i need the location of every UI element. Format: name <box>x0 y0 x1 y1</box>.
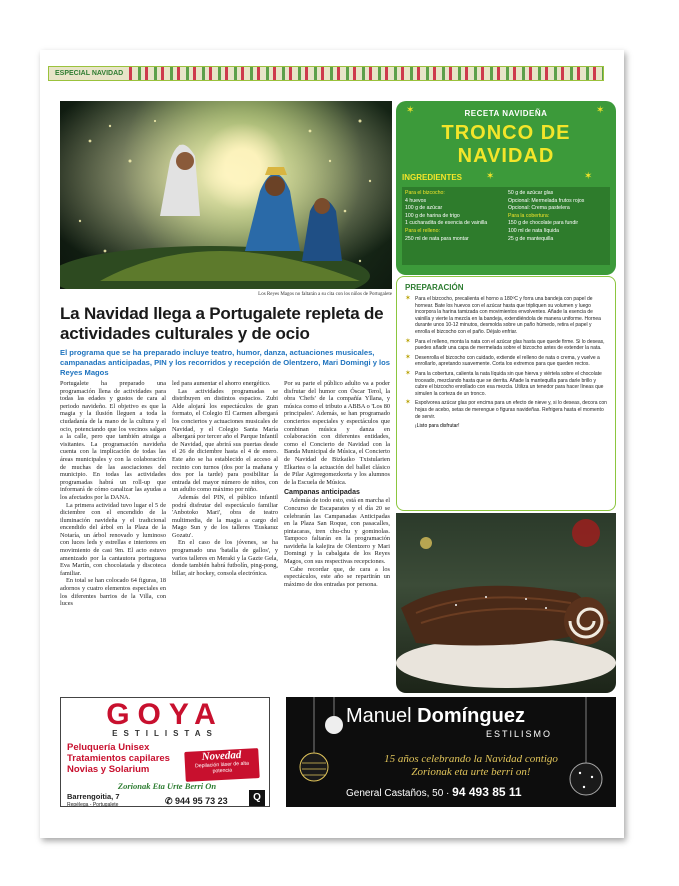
goya-logo: GOYA <box>106 698 224 731</box>
ingredient-item: 25 g de mantequilla <box>508 235 554 242</box>
paragraph: led para aumentar el ahorro energético. <box>172 380 271 387</box>
quality-badge-icon: Q <box>249 790 265 806</box>
goya-street: Barrengoitia, 7 <box>67 792 120 801</box>
ingredient-item: 4 huevos <box>405 197 427 204</box>
goya-phone-number: 944 95 73 23 <box>175 796 228 806</box>
goya-slogan: Zorionak Eta Urte Berri On <box>117 781 217 791</box>
recipe-kicker: RECETA NAVIDEÑA <box>464 109 548 118</box>
novedad-badge <box>184 748 259 782</box>
goya-subtitle: ESTILISTAS <box>112 729 218 738</box>
banner-decoration <box>129 67 603 80</box>
paragraph: Por su parte el público adulto va a poder disfrutar del humor con Óscar Terol, la obra 'Chefs' de la compañía Yllana, y música como el tributo a ABBA o 'Los 80 principales'. Además, se han programado conciertos especiales y espectáculos que combinan música y danza en colaboración con diferentes entidades, como el Concierto de Navidad con la Banda Municipal de Música, el Concierto de Navidad de Bizkaiko Txistularien Elkartea o la actuación del ballet clásico de Pilar Agirregomezkorta y los alumnos de la Escuela de Música. <box>284 380 390 486</box>
ingredient-item: Opcional: Mermelada frutos rojos <box>508 197 585 204</box>
salon-phone: 94 493 85 11 <box>452 785 522 799</box>
goya-address <box>67 793 120 808</box>
goya-advertisement[interactable] <box>60 697 270 807</box>
star-icon: ✶ <box>584 171 593 182</box>
star-icon: ✶ <box>486 171 495 182</box>
ingredient-item: 100 ml de nata líquida <box>508 227 560 234</box>
ingredient-item: 100 g de azúcar <box>405 205 443 212</box>
paragraph: Además de todo esto, está en marcha el Concurso de Escaparates y el día 20 se celebrarán las Campanadas Anticipadas en la Plaza San Roque, con pasacalles, pintacaras, tren chu-chu y gominolas. Tampoco faltarán en la programación navideña la kalejira de Olentzero y Mari Domingi y la cabalgata de los Reyes Magos, con sus respectivas recepciones. <box>284 497 390 566</box>
goya-town: Repélega - Portugalete <box>67 802 119 808</box>
service-item: Peluquería Unisex <box>67 742 150 753</box>
ingredient-item: Para la cobertura: <box>508 212 550 219</box>
service-item: Novias y Solarium <box>67 764 150 775</box>
ingredients-column-right <box>508 190 607 262</box>
article-headline: La Navidad llega a Portugalete repleta de actividades culturales y de ocio <box>60 304 384 343</box>
preparation-step: ✶ Para el relleno, monta la nata con el azúcar glas hasta que quede firme. Si lo deseas, puedes añadir una capa de mermelada sobre el bizcocho antes de extender la nata. <box>405 339 607 352</box>
kings-parade-photo <box>60 101 392 289</box>
preparation-box <box>396 276 616 511</box>
ingredient-item: Para el bizcocho: <box>405 190 445 196</box>
salon-name <box>346 705 525 728</box>
article-subhead: El programa que se ha preparado incluye teatro, humor, danza, actuaciones musicales, campanadas anticipadas, PIN y los recorridos y recepción de Olentzero, Mari Domingi y los Reyes Magos <box>60 348 391 377</box>
ingredients-list <box>402 187 610 265</box>
salon-subtitle: ESTILISMO <box>486 729 553 739</box>
preparation-step: ✶ Para la cobertura, calienta la nata líquida sin que hierva y viértela sobre el chocolate troceado, mezclando hasta que se derrita. Añade la mantequilla para darle brillo y cubre el bizcocho enrollado con esa mezcla. Utiliza un tenedor para hacer líneas que simulen la corteza de un tronco. <box>405 371 607 397</box>
ingredient-item: 100 g de harina de trigo <box>405 212 460 219</box>
slogan-line: Zorionak eta urte berri on! <box>411 766 531 778</box>
article-column-1 <box>60 380 166 696</box>
slogan-line: 15 años celebrando la Navidad contigo <box>384 753 558 765</box>
salon-slogan <box>346 753 596 779</box>
parade-illustration <box>60 101 392 289</box>
salon-address <box>346 785 522 799</box>
ingredients-heading: INGREDIENTES <box>402 173 463 182</box>
ingredients-column-left <box>405 190 504 262</box>
preparation-end: ¡Listo para disfrutar! <box>415 423 460 430</box>
goya-phone <box>165 796 228 807</box>
preparation-step: ✶ Espolvorea azúcar glas por encima para un efecto de nieve y, si lo deseas, decora con hojas de acebo, setas de merengue o figuras navideñas. Refrigera hasta el momento de servir. <box>405 400 607 420</box>
recipe-box <box>396 101 616 275</box>
ingredient-item: 1 cucharadita de esencia de vainilla <box>405 220 488 227</box>
yule-log-photo <box>396 513 616 693</box>
section-label: ESPECIAL NAVIDAD <box>55 70 124 77</box>
salon-street: General Castaños, 50 · <box>346 788 450 799</box>
paragraph: La primera actividad tuvo lugar el 5 de diciembre con el encendido de la iluminación navideña y el tradicional encendido del árbol en la Plaza de la Notaría, un árbol renovado y luminoso con luces leds y estrellas e interiores en movimiento de casi 9m. El acto estuvo amenizado por la cantautora portuguesa Eva Martín, con chocolatada y discoteca familiar. <box>60 501 166 577</box>
salon-last-name: Domínguez <box>417 705 525 727</box>
star-icon: ✶ <box>406 105 415 116</box>
magazine-page <box>40 50 624 838</box>
novedad-label: Novedad <box>201 748 242 764</box>
preparation-step: ✶ Para el bizcocho, precalienta el horno a 180ºC y forra una bandeja con papel de hornear. Bate los huevos con el azúcar hasta que tripliquen su volumen y luego incorpora la harina tamizada con movimientos envolventes. Añade la esencia de vainilla y vierte la mezcla en la bandeja, extendiéndola de manera uniforme. Hornea durante unos 10-12 minutos, desmolda sobre un paño húmedo, retira el papel y enrolla el bizcocho con el paño. Déjalo enfriar. <box>405 296 607 336</box>
paragraph: Portugalete ha preparado una programación llena de actividades para todas las edades y gustos de cara al periodo navideño. El objetivo es que la magia y la ilusión lleguen a toda la ciudadanía de la mano de la cultura y el ocio, potenciando que los vecinos salgan a la calle, pero que también atraiga a visitantes. La programación navideña cuenta con la implicación de todas las áreas municipales y con la colaboración de muchas de las asociaciones del municipio. En todas las actividades programadas habrá un roll-up que informará de cómo canalizar las ayudas a los afectados por la DANA. <box>60 380 166 501</box>
salon-first-name: Manuel <box>346 705 412 727</box>
service-item: Tratamientos capilares <box>67 753 170 764</box>
preparation-heading: PREPARACIÓN <box>405 283 464 292</box>
paragraph: En total se han colocado 64 figuras, 18 adornos y cuatro elementos especiales en los diferentes barrios de la Villa, con luces <box>60 577 166 608</box>
paragraph: Las actividades programadas se distribuyen en distintos espacios. Zubi Alde alojará los espectáculos de gran formato, el Colegio El Carmen albergará los conciertos y actuaciones musicales de Navidad, y el Colegio Santa María albergará por tercer año el Parque Infantil de Navidad, que abrirá sus puertas desde el 26 de diciembre hasta el 4 de enero. Este año se ha establecido el acceso al recinto con turnos (dos por la mañana y dos por la tarde) para posibilitar la entrada del mayor número de niños, con un adulto como máximo por niño. <box>172 387 278 494</box>
recipe-title: TRONCO DE NAVIDAD <box>441 122 571 167</box>
ingredient-item: 50 g de azúcar glas <box>508 190 554 196</box>
goya-services <box>67 742 170 775</box>
paragraph: Además del PIN, el público infantil podrá disfrutar del espectáculo familiar 'Anbotoko Mari', obra de teatro multimedia, de la magia a cargo del Mago Sun y de los talleres 'Euskaraz Gozatu'. <box>172 493 278 539</box>
ingredient-item: 250 ml de nata para montar <box>405 235 469 242</box>
photo-caption: Los Reyes Magos no faltarán a su cita con los niños de Portugalete <box>258 292 392 297</box>
article-body <box>60 380 390 696</box>
ingredient-item: 150 g de chocolate para fundir <box>508 220 579 227</box>
phone-icon: ✆ <box>165 796 176 806</box>
yule-log-illustration <box>396 513 616 693</box>
preparation-step: ✶ Desenrolla el bizcocho con cuidado, extiende el relleno de nata o crema, y vuelve a enrollarlo, apretando suavemente. Corta los extremos para que queden rectos. <box>405 355 607 368</box>
novedad-detail: Depilación láser de alta potencia <box>194 760 250 775</box>
ingredient-item: Para el relleno: <box>405 227 440 234</box>
section-heading: Campanas anticipadas <box>284 489 360 497</box>
paragraph: En el caso de los jóvenes, se ha programado una 'batalla de gallos', y varios talleres en Meraki y la Gazte Gela, donde también habrá futbolín, ping-pong, billar, air hockey, consola electrónica. <box>172 539 278 577</box>
paragraph: Cabe recordar que, de cara a los espectáculos, este año se repartirán un máximo de dos entradas por persona. <box>284 565 390 588</box>
article-column-3 <box>284 380 390 696</box>
manuel-dominguez-advertisement[interactable] <box>286 697 616 807</box>
article-column-2 <box>172 380 278 696</box>
ingredient-item: Opcional: Crema pastelera <box>508 205 570 212</box>
star-icon: ✶ <box>596 105 605 116</box>
section-banner <box>48 66 604 81</box>
